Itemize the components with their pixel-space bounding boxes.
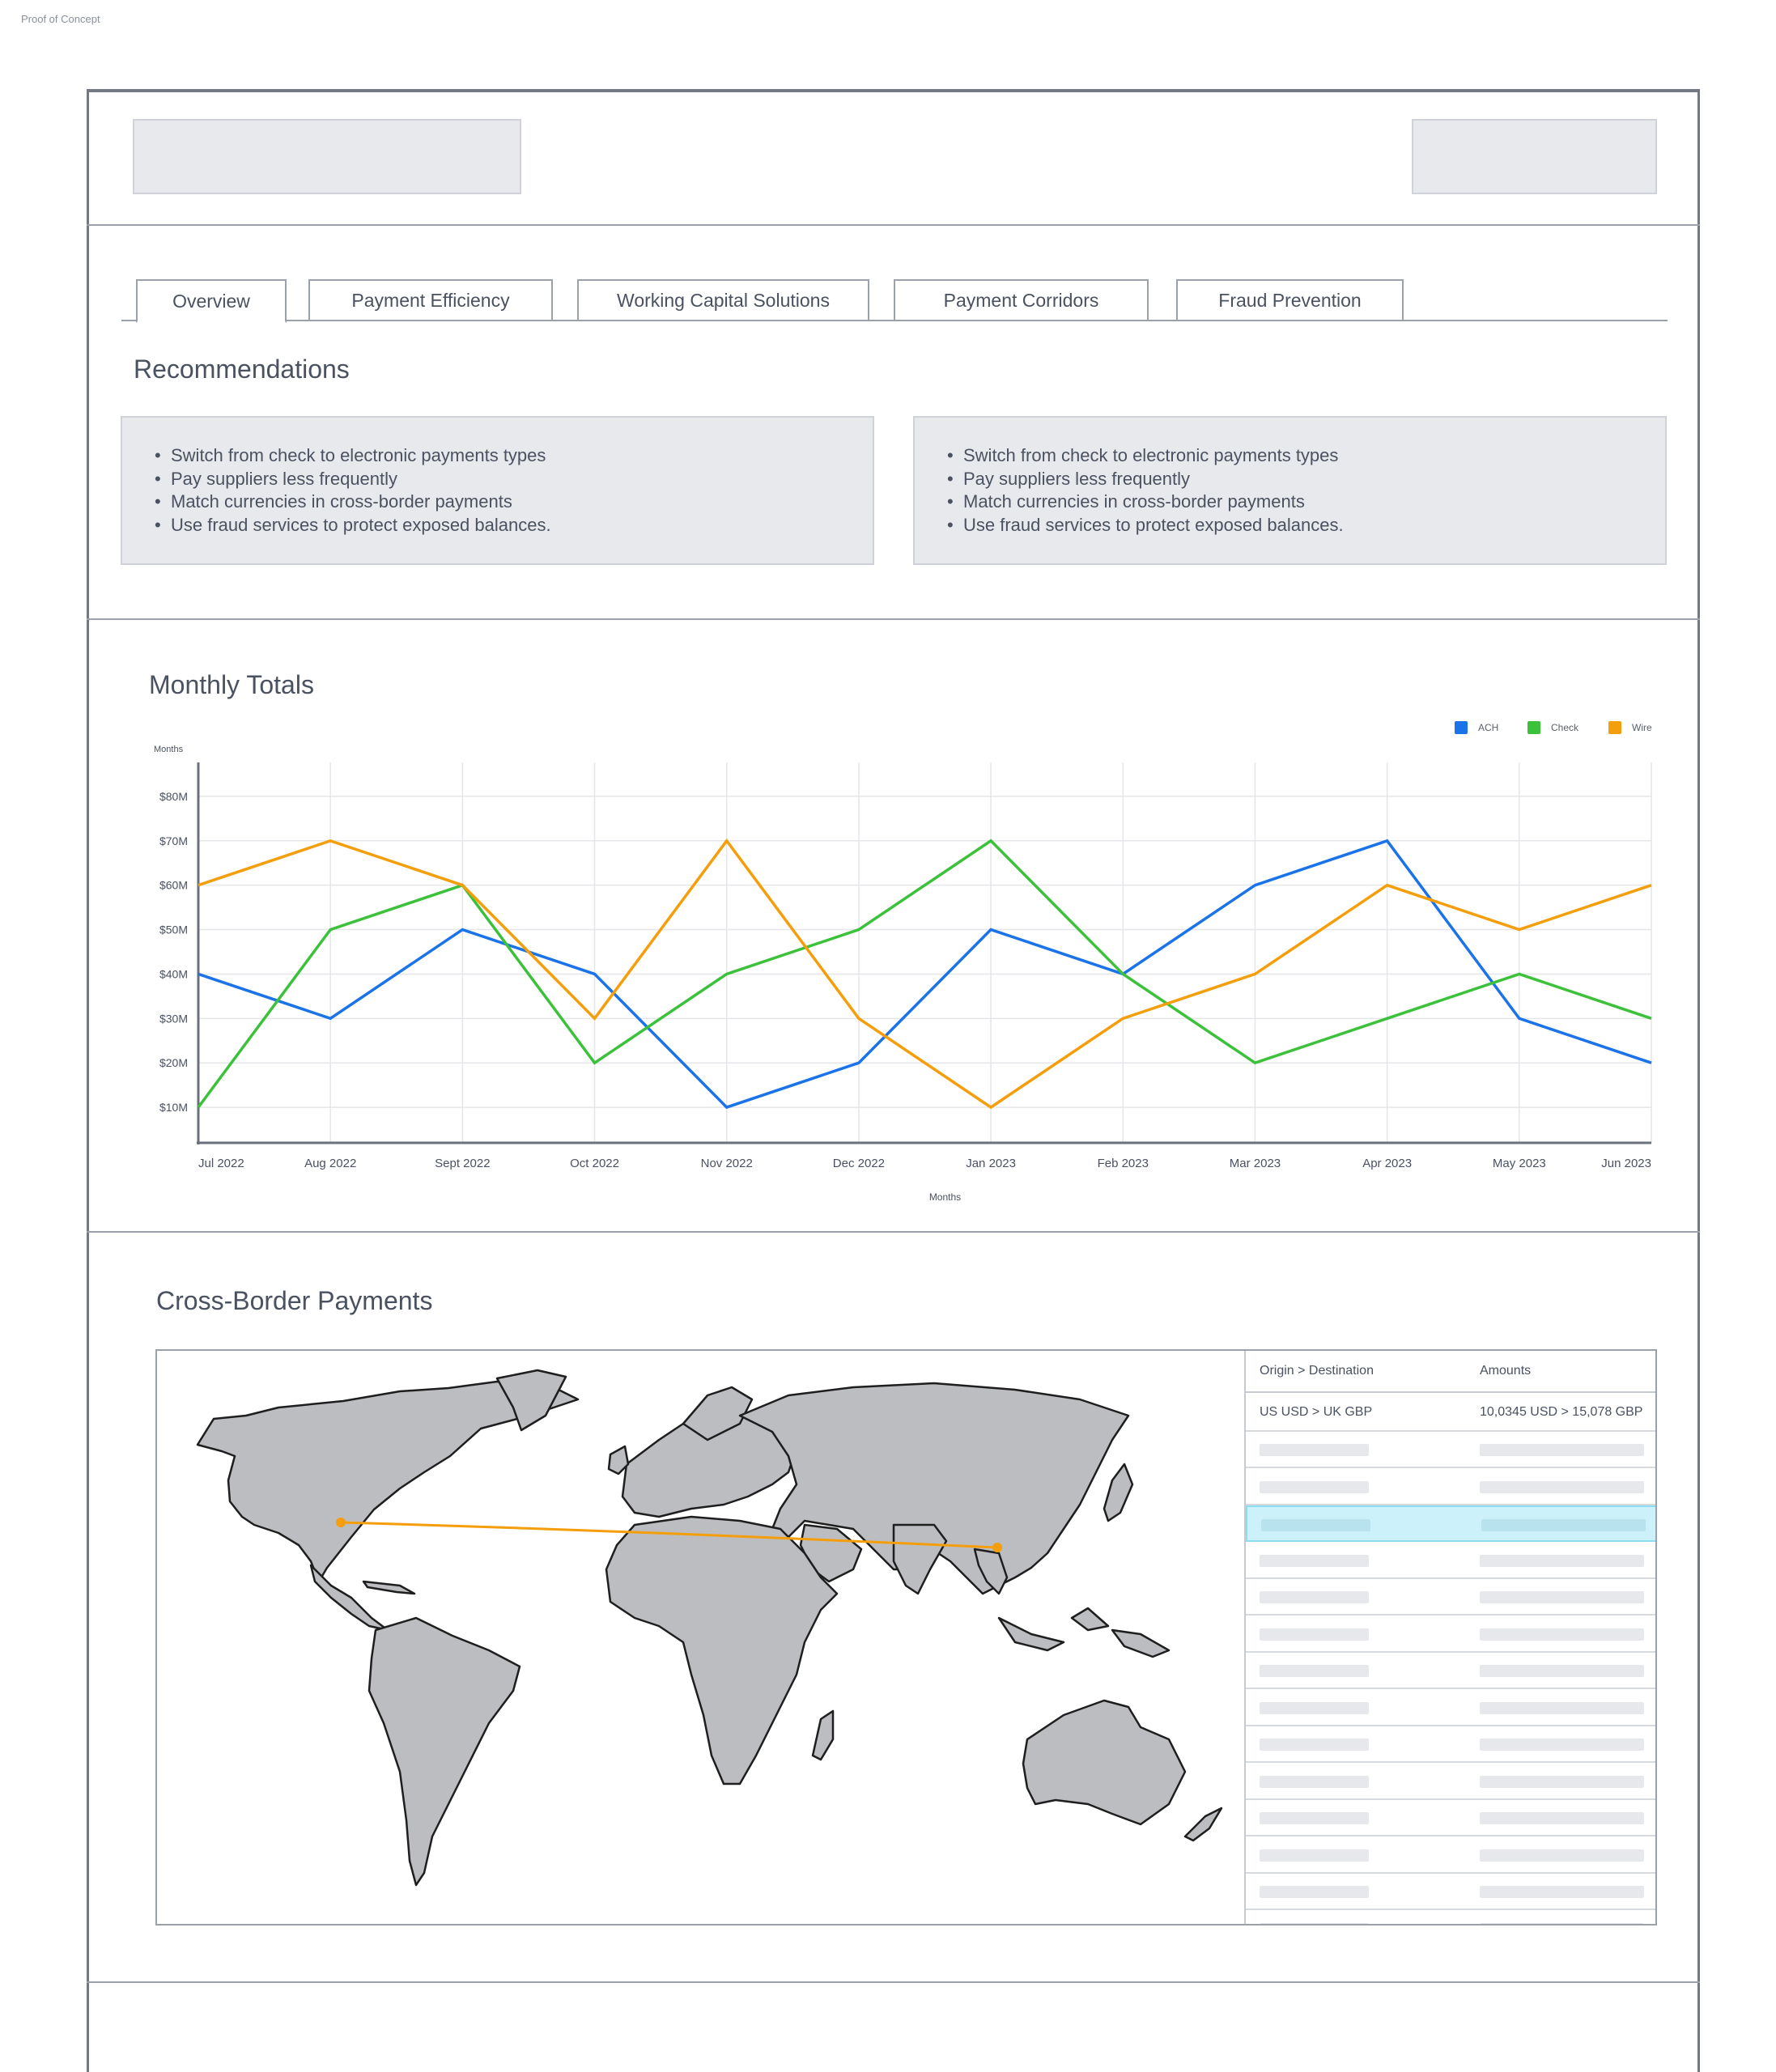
table-header: [1246, 1351, 1657, 1393]
placeholder-bar: [1480, 1812, 1644, 1824]
placeholder-bar: [1260, 1923, 1369, 1926]
x-tick-label: Mar 2023: [1229, 1157, 1281, 1170]
placeholder-bar: [1480, 1444, 1644, 1456]
cuba: [363, 1582, 414, 1594]
placeholder-bar: [1260, 1444, 1369, 1456]
recommendation-item: • Pay suppliers less frequently: [947, 468, 1344, 491]
header-amounts: Amounts: [1480, 1364, 1532, 1378]
recommendation-item: • Match currencies in cross-border payments: [947, 490, 1344, 514]
section-divider-3: [87, 1981, 1700, 1983]
recommendation-list: [155, 444, 551, 537]
table-row-placeholder[interactable]: [1246, 1543, 1657, 1579]
recommendation-item: • Match currencies in cross-border payments: [155, 490, 551, 514]
logo-placeholder: [133, 119, 521, 194]
y-tick-label: $30M: [159, 1012, 188, 1025]
placeholder-bar: [1480, 1776, 1644, 1788]
y-tick-label: $70M: [159, 834, 188, 847]
placeholder-bar: [1260, 1812, 1369, 1824]
y-tick-label: $10M: [159, 1101, 188, 1115]
x-tick-label: Sept 2022: [435, 1157, 491, 1170]
section-divider-2: [87, 1231, 1700, 1233]
placeholder-bar: [1260, 1665, 1369, 1677]
placeholder-bar: [1480, 1886, 1644, 1898]
new-zealand: [1185, 1808, 1222, 1841]
tab-working-capital-solutions[interactable]: Working Capital Solutions: [577, 279, 869, 321]
world-map: [157, 1351, 1244, 1926]
x-tick-label: Jun 2023: [1601, 1157, 1651, 1170]
x-tick-label: Nov 2022: [700, 1157, 753, 1170]
placeholder-bar: [1260, 1481, 1369, 1493]
table-row-placeholder[interactable]: [1246, 1690, 1657, 1726]
recommendations-title: Recommendations: [134, 355, 350, 384]
indonesia-1: [999, 1618, 1064, 1650]
table-row-placeholder[interactable]: [1246, 1616, 1657, 1653]
table-row-placeholder[interactable]: [1246, 1874, 1657, 1910]
monthly-totals-title: Monthly Totals: [149, 670, 314, 699]
placeholder-bar: [1260, 1776, 1369, 1788]
placeholder-bar: [1260, 1628, 1369, 1641]
table-row-placeholder[interactable]: [1246, 1579, 1657, 1616]
recommendation-item: • Pay suppliers less frequently: [155, 468, 551, 491]
south-america: [369, 1618, 520, 1885]
y-tick-label: $40M: [159, 967, 188, 981]
x-tick-label: Apr 2023: [1362, 1157, 1413, 1170]
x-tick-label: Aug 2022: [304, 1157, 357, 1170]
amount-cell: 10,0345 USD > 15,078 GBP: [1480, 1405, 1643, 1419]
origin-destination-cell: US USD > UK GBP: [1260, 1405, 1373, 1419]
placeholder-bar: [1260, 1555, 1369, 1567]
recommendations-box-2: [913, 416, 1667, 565]
table-row-placeholder[interactable]: [1246, 1911, 1657, 1926]
placeholder-bar: [1480, 1481, 1644, 1493]
placeholder-bar: [1260, 1591, 1369, 1603]
cross-border-panel: [155, 1349, 1657, 1926]
y-tick-label: $80M: [159, 789, 188, 803]
placeholder-bar: [1480, 1702, 1644, 1714]
placeholder-bar: [1480, 1591, 1644, 1603]
placeholder-bar: [1261, 1519, 1370, 1531]
recommendation-item: • Use fraud services to protect exposed balances.: [947, 514, 1344, 537]
tab-payment-efficiency[interactable]: Payment Efficiency: [308, 279, 553, 321]
section-divider-1: [87, 618, 1700, 620]
placeholder-bar: [1480, 1665, 1644, 1677]
x-tick-label: Feb 2023: [1097, 1157, 1149, 1170]
recommendation-list: [947, 444, 1344, 537]
x-axis-label: Months: [928, 1191, 962, 1203]
y-axis-label: Months: [154, 745, 184, 754]
y-tick-label: $50M: [159, 923, 188, 936]
placeholder-bar: [1260, 1702, 1369, 1714]
placeholder-bar: [1260, 1849, 1369, 1862]
new-guinea: [1112, 1630, 1169, 1657]
x-tick-label: Jul 2022: [198, 1157, 244, 1170]
cross-border-table: [1244, 1351, 1657, 1926]
x-tick-label: Jan 2023: [966, 1157, 1016, 1170]
madagascar: [813, 1711, 833, 1760]
placeholder-bar: [1481, 1519, 1646, 1531]
tab-payment-corridors[interactable]: Payment Corridors: [894, 279, 1149, 321]
placeholder-bar: [1480, 1739, 1644, 1751]
table-row-placeholder[interactable]: [1246, 1800, 1657, 1836]
japan: [1104, 1464, 1132, 1521]
route-origin-marker: [336, 1518, 346, 1527]
table-row-placeholder[interactable]: [1246, 1726, 1657, 1763]
proof-of-concept-label: Proof of Concept: [21, 13, 100, 25]
y-tick-label: $20M: [159, 1056, 188, 1070]
legend-label-check: Check: [1551, 722, 1579, 733]
y-tick-label: $60M: [159, 878, 188, 892]
table-row-placeholder[interactable]: [1246, 1764, 1657, 1800]
placeholder-bar: [1480, 1849, 1644, 1862]
table-row-placeholder[interactable]: [1246, 1469, 1657, 1505]
table-row-placeholder[interactable]: [1246, 1432, 1657, 1468]
placeholder-bar: [1260, 1739, 1369, 1751]
recommendation-item: • Switch from check to electronic payments types: [155, 444, 551, 468]
table-row-selected[interactable]: [1246, 1505, 1657, 1542]
header-divider: [87, 224, 1700, 226]
india: [894, 1525, 946, 1594]
tab-fraud-prevention[interactable]: Fraud Prevention: [1176, 279, 1404, 321]
recommendation-item: • Use fraud services to protect exposed balances.: [155, 514, 551, 537]
placeholder-bar: [1480, 1628, 1644, 1641]
route-destination-marker: [992, 1543, 1002, 1552]
placeholder-bar: [1480, 1923, 1644, 1926]
recommendations-box-1: [121, 416, 874, 565]
placeholder-bar: [1260, 1886, 1369, 1898]
tab-overview[interactable]: Overview: [136, 279, 287, 323]
africa: [606, 1517, 837, 1784]
table-row[interactable]: [1246, 1393, 1657, 1432]
australia: [1023, 1700, 1185, 1824]
cross-border-title: Cross-Border Payments: [156, 1286, 433, 1315]
table-row-placeholder[interactable]: [1246, 1837, 1657, 1874]
table-row-placeholder[interactable]: [1246, 1653, 1657, 1689]
indonesia-2: [1072, 1608, 1108, 1630]
x-tick-label: Dec 2022: [832, 1157, 886, 1170]
legend-label-ach: ACH: [1478, 722, 1499, 733]
placeholder-bar: [1480, 1555, 1644, 1567]
legend-label-wire: Wire: [1632, 722, 1652, 733]
recommendation-item: • Switch from check to electronic payments types: [947, 444, 1344, 468]
header-origin-destination: Origin > Destination: [1260, 1364, 1374, 1378]
x-tick-label: Oct 2022: [570, 1157, 619, 1170]
x-tick-label: May 2023: [1492, 1157, 1546, 1170]
header-action-placeholder[interactable]: [1412, 119, 1657, 194]
monthly-totals-chart: [138, 712, 1659, 1214]
